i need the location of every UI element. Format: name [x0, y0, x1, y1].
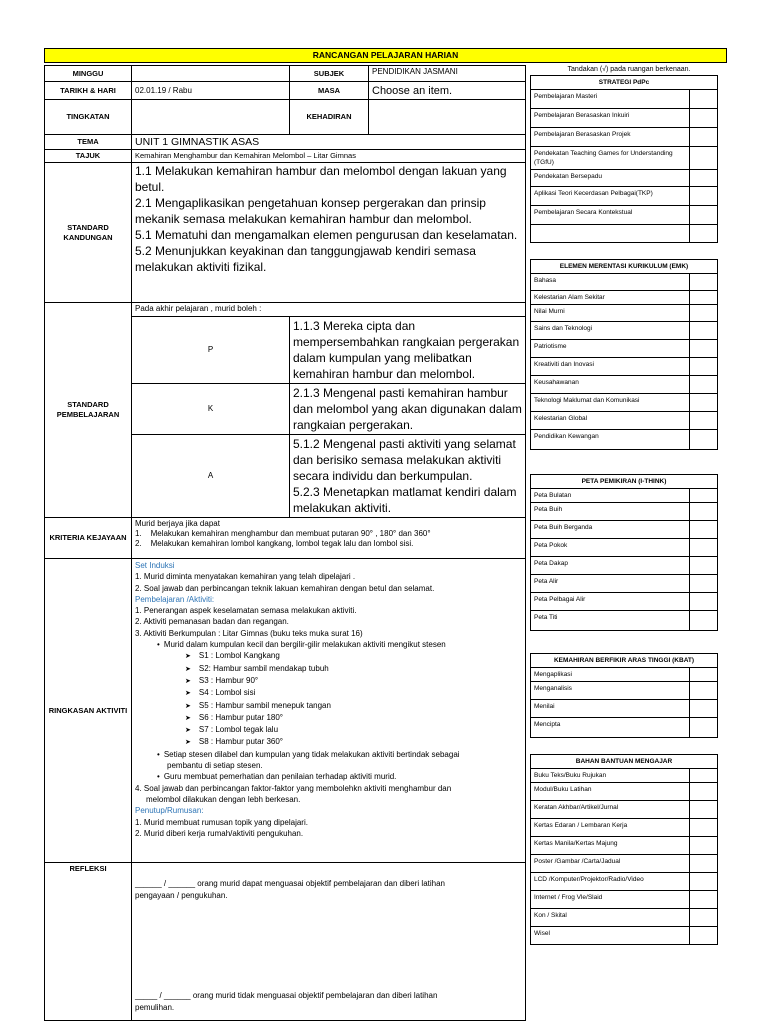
emk-table — [530, 259, 718, 450]
kehadiran-value[interactable] — [369, 100, 526, 135]
emk-checkbox[interactable] — [690, 412, 718, 430]
set-induksi-heading: Set Induksi — [135, 561, 175, 570]
induksi-item: 1. Murid diminta menyatakan kemahiran yang telah dipelajari . — [135, 572, 356, 582]
strategi-item — [531, 225, 690, 243]
strategi-checkbox[interactable] — [689, 225, 717, 243]
ithink-checkbox[interactable] — [689, 557, 717, 575]
page-title: RANCANGAN PELAJARAN HARIAN — [44, 48, 727, 63]
ringkasan-label: RINGKASAN AKTIVITI — [45, 559, 132, 863]
sp-intro: Pada akhir pelajaran , murid boleh : — [132, 303, 526, 317]
sk-item: 5.1 Mematuhi dan mengamalkan elemen pengurusan dan keselamatan. — [135, 228, 518, 242]
bullet-item-cont: pembantu di setiap stesen. — [167, 761, 263, 771]
strategi-checkbox[interactable] — [689, 170, 717, 187]
aktiviti-item: 2. Aktiviti pemanasan badan dan regangan. — [135, 617, 289, 627]
emk-item: Bahasa — [531, 274, 690, 291]
refleksi-line-2b: pemulihan. — [135, 1003, 175, 1012]
induksi-item: 2. Soal jawab dan perbincangan teknik lakuan kemahiran dengan betul dan selamat. — [135, 583, 435, 593]
emk-item: Keusahawanan — [531, 376, 690, 394]
stesen-item: ➤ S6 : Hambur putar 180° — [135, 712, 522, 724]
ithink-table — [530, 474, 718, 631]
ithink-item: Peta Dakap — [531, 557, 690, 575]
ithink-item: Peta Pelbagai Alir — [531, 593, 690, 611]
emk-item: Pendidikan Kewangan — [531, 430, 690, 450]
strategi-item: Pembelajaran Berasaskan Inkuiri — [531, 109, 690, 128]
minggu-label: MINGGU — [45, 66, 132, 82]
strategi-checkbox[interactable] — [689, 147, 717, 170]
bbm-item: Modul/Buku Latihan — [531, 783, 690, 801]
sp-k-text: 2.1.3 Mengenal pasti kemahiran hambur dan melombol yang akan digunakan dalam rangkaian pergerakan. — [290, 384, 526, 435]
right-panel — [530, 65, 728, 945]
ithink-item: Peta Pokok — [531, 539, 690, 557]
kbat-checkbox[interactable] — [689, 700, 717, 718]
emk-item: Patriotisme — [531, 340, 690, 358]
standard-kandungan-content — [132, 163, 526, 303]
stesen-item: ➤ S4 : Lombol sisi — [135, 687, 522, 699]
bbm-title: BAHAN BANTUAN MENGAJAR — [531, 755, 718, 769]
emk-checkbox[interactable] — [690, 358, 718, 376]
emk-checkbox[interactable] — [690, 291, 718, 305]
kehadiran-label: KEHADIRAN — [290, 100, 369, 135]
kriteria-content: Murid berjaya jika dapat 1. Melakukan kemahiran menghambur dan membuat putaran 90° , 180° dan 360° 2. Melakukan kemahiran lombol kangkang, lombol tegak lalu dan lombol sisi. — [132, 518, 526, 559]
sp-p-label: P — [132, 317, 290, 384]
bbm-checkbox[interactable] — [689, 801, 717, 819]
emk-item: Sains dan Teknologi — [531, 322, 690, 340]
bbm-item: Kertas Manila/Kertas Majung — [531, 837, 690, 855]
kriteria-intro: Murid berjaya jika dapat — [135, 519, 220, 528]
bbm-item: Keratan Akhbar/Artikel/Jurnal — [531, 801, 690, 819]
strategi-item: Pembelajaran Secara Kontekstual — [531, 206, 690, 225]
bbm-checkbox[interactable] — [689, 909, 717, 927]
kbat-checkbox[interactable] — [689, 668, 717, 682]
kbat-item: Mengaplikasi — [531, 668, 690, 682]
bullet-item: • Murid dalam kumpulan kecil dan bergilir-gilir melakukan aktiviti mengikut stesen — [135, 639, 522, 650]
sk-item: 5.2 Menunjukkan keyakinan dan tanggungjawab kendiri semasa melakukan aktiviti fizikal. — [135, 244, 476, 274]
refleksi-label: REFLEKSI — [45, 863, 132, 1021]
bullet-item: • Setiap stesen dilabel dan kumpulan yang tidak melakukan aktiviti bertindak sebagai — [135, 749, 522, 760]
emk-checkbox[interactable] — [690, 305, 718, 322]
subjek-label: SUBJEK — [290, 66, 369, 82]
emk-item: Kreativiti dan Inovasi — [531, 358, 690, 376]
strategi-table — [530, 75, 718, 243]
standard-kandungan-label: STANDARD KANDUNGAN — [45, 163, 132, 303]
lesson-plan-table — [44, 65, 526, 1021]
strategi-checkbox[interactable] — [689, 109, 717, 128]
kbat-item: Menganalisis — [531, 682, 690, 700]
aktiviti-item: 3. Aktiviti Berkumpulan : Litar Gimnas (buku teks muka surat 16) — [135, 628, 363, 638]
emk-item: Kelestarian Alam Sekitar — [531, 291, 690, 305]
emk-checkbox[interactable] — [690, 322, 718, 340]
pembelajaran-heading: Pembelajaran /Aktiviti: — [135, 594, 215, 604]
tingkatan-value[interactable] — [132, 100, 290, 135]
emk-item: Nilai Murni — [531, 305, 690, 322]
sp-p-text: 1.1.3 Mereka cipta dan mempersembahkan rangkaian pergerakan dalam kumpulan yang melibatkan kemahiran hambur dan melombol. — [290, 317, 526, 384]
masa-label: MASA — [290, 82, 369, 100]
kbat-item: Menilai — [531, 700, 690, 718]
bbm-table — [530, 754, 718, 945]
ithink-checkbox[interactable] — [689, 503, 717, 521]
emk-item: Kelestarian Global — [531, 412, 690, 430]
ithink-title: PETA PEMIKIRAN (I-THINK) — [531, 475, 718, 489]
refleksi-line-2: _____ / ______ orang murid tidak menguasai objektif pembelajaran dan diberi latihan — [135, 991, 438, 1000]
masa-dropdown[interactable]: Choose an item. — [369, 82, 526, 100]
sp-a-label: A — [132, 435, 290, 518]
bbm-checkbox[interactable] — [689, 873, 717, 891]
bbm-item: Wisel — [531, 927, 690, 945]
sp-a-text-2: 5.2.3 Menetapkan matlamat kendiri dalam melakukan aktiviti. — [293, 485, 517, 515]
sk-item: 2.1 Mengaplikasikan pengetahuan konsep pergerakan dan prinsip mekanik semasa melakukan kemahiran hambur dan melombol. — [135, 196, 486, 226]
sk-item: 1.1 Melakukan kemahiran hambur dan melombol dengan lakuan yang betul. — [135, 164, 507, 194]
ithink-checkbox[interactable] — [689, 611, 717, 631]
tingkatan-label: TINGKATAN — [45, 100, 132, 135]
sp-a-text-1: 5.1.2 Mengenal pasti aktiviti yang selamat dan berisiko semasa melakukan aktiviti secara individu dan berkumpulan. — [293, 437, 516, 483]
kbat-checkbox[interactable] — [689, 718, 717, 738]
ithink-item: Peta Buih Berganda — [531, 521, 690, 539]
strategi-checkbox[interactable] — [689, 90, 717, 109]
tajuk-label: TAJUK — [45, 150, 132, 163]
minggu-value[interactable] — [132, 66, 290, 82]
bbm-checkbox[interactable] — [689, 927, 717, 945]
tema-value[interactable]: UNIT 1 GIMNASTIK ASAS — [132, 135, 526, 150]
aktiviti-item: 1. Penerangan aspek keselamatan semasa melakukan aktiviti. — [135, 606, 357, 616]
kriteria-item: Melakukan kemahiran menghambur dan membuat putaran 90° , 180° dan 360° — [150, 529, 431, 538]
strategi-item: Pembelajaran Masteri — [531, 90, 690, 109]
strategi-item: Pendekatan Teaching Games for Understanding (TGfU) — [531, 147, 690, 170]
strategi-checkbox[interactable] — [689, 187, 717, 206]
bbm-checkbox[interactable] — [689, 891, 717, 909]
stesen-item: ➤ S2: Hambur sambil mendakap tubuh — [135, 663, 522, 675]
emk-checkbox[interactable] — [690, 340, 718, 358]
stesen-item: ➤ S8 : Hambur putar 360° — [135, 736, 522, 748]
sp-k-label: K — [132, 384, 290, 435]
bbm-item: Kon / Skital — [531, 909, 690, 927]
ithink-item: Peta Alir — [531, 575, 690, 593]
strategi-item: Aplikasi Teori Kecerdasan Pelbagai(TKP) — [531, 187, 690, 206]
penutup-heading: Penutup/Rumusan: — [135, 806, 204, 816]
bbm-item: Kertas Edaran / Lembaran Kerja — [531, 819, 690, 837]
tarikh-value[interactable]: 02.01.19 / Rabu — [132, 82, 290, 100]
kbat-title: KEMAHIRAN BERFIKIR ARAS TINGGI (KBAT) — [531, 654, 718, 668]
aktiviti-item: 4. Soal jawab dan perbincangan faktor-faktor yang membolehkn aktiviti menghambur dan — [135, 783, 452, 793]
bbm-item: Internet / Frog Vle/Slaid — [531, 891, 690, 909]
rumusan-item: 2. Murid diberi kerja rumah/aktiviti pengukuhan. — [135, 828, 304, 838]
ithink-checkbox[interactable] — [689, 539, 717, 557]
tema-label: TEMA — [45, 135, 132, 150]
kbat-checkbox[interactable] — [689, 682, 717, 700]
kbat-table — [530, 653, 718, 738]
bullet-item: • Guru membuat pemerhatian dan penilaian terhadap aktiviti murid. — [135, 771, 522, 782]
kriteria-item: Melakukan kemahiran lombol kangkang, lombol tegak lalu dan lombol sisi. — [150, 539, 414, 548]
ithink-item: Peta Buih — [531, 503, 690, 521]
ithink-checkbox[interactable] — [689, 521, 717, 539]
kbat-item: Mencipta — [531, 718, 690, 738]
refleksi-content[interactable] — [132, 863, 526, 1021]
tarikh-label: TARIKH & HARI — [45, 82, 132, 100]
emk-checkbox[interactable] — [690, 376, 718, 394]
ithink-checkbox[interactable] — [689, 575, 717, 593]
subjek-value[interactable]: PENDIDIKAN JASMANI — [369, 66, 526, 82]
stesen-item: ➤ S1 : Lombol Kangkang — [135, 650, 522, 662]
strategi-title: STRATEGI PdPc — [531, 76, 718, 90]
ithink-checkbox[interactable] — [689, 489, 717, 503]
bbm-checkbox[interactable] — [689, 855, 717, 873]
refleksi-line-1b: pengayaan / pengukuhan. — [135, 891, 228, 900]
bbm-item: Buku Teks/Buku Rujukan — [531, 769, 690, 783]
emk-checkbox[interactable] — [690, 394, 718, 412]
strategi-item: Pendekatan Bersepadu — [531, 170, 690, 187]
stesen-item: ➤ S3 : Hambur 90° — [135, 675, 522, 687]
refleksi-line-1: ______ / ______ orang murid dapat menguasai objektif pembelajaran dan diberi latihan — [135, 879, 445, 888]
kriteria-label: KRITERIA KEJAYAAN — [45, 518, 132, 559]
ithink-checkbox[interactable] — [689, 593, 717, 611]
emk-title: ELEMEN MERENTASI KURIKULUM (EMK) — [531, 260, 718, 274]
emk-item: Teknologi Maklumat dan Komunikasi — [531, 394, 690, 412]
bbm-checkbox[interactable] — [689, 769, 717, 783]
emk-checkbox[interactable] — [690, 430, 718, 450]
strategi-checkbox[interactable] — [689, 128, 717, 147]
ithink-item: Peta Bulatan — [531, 489, 690, 503]
ringkasan-content — [132, 559, 526, 863]
sp-a-text — [290, 435, 526, 518]
stesen-item: ➤ S7 : Lombol tegak lalu — [135, 724, 522, 736]
emk-checkbox[interactable] — [690, 274, 718, 291]
bbm-checkbox[interactable] — [689, 819, 717, 837]
ithink-item: Peta Titi — [531, 611, 690, 631]
strategi-checkbox[interactable] — [689, 206, 717, 225]
rumusan-item: 1. Murid membuat rumusan topik yang dipelajari. — [135, 817, 308, 827]
bbm-checkbox[interactable] — [689, 783, 717, 801]
stesen-item: ➤ S5 : Hambur sambil menepuk tangan — [135, 700, 522, 712]
bbm-item: Poster /Gambar /Carta/Jadual — [531, 855, 690, 873]
bbm-item: LCD /Komputer/Projektor/Radio/Video — [531, 873, 690, 891]
tajuk-value[interactable]: Kemahiran Menghambur dan Kemahiran Melombol – Litar Gimnas — [132, 150, 526, 163]
aktiviti-item-cont: melombol dilakukan dengan lebh berkesan. — [146, 794, 301, 804]
standard-pembelajaran-label: STANDARD PEMBELAJARAN — [45, 303, 132, 518]
strategi-item: Pembelajaran Berasaskan Projek — [531, 128, 690, 147]
bbm-checkbox[interactable] — [689, 837, 717, 855]
tick-note: Tandakan (√) pada ruangan berkenaan. — [567, 66, 691, 73]
